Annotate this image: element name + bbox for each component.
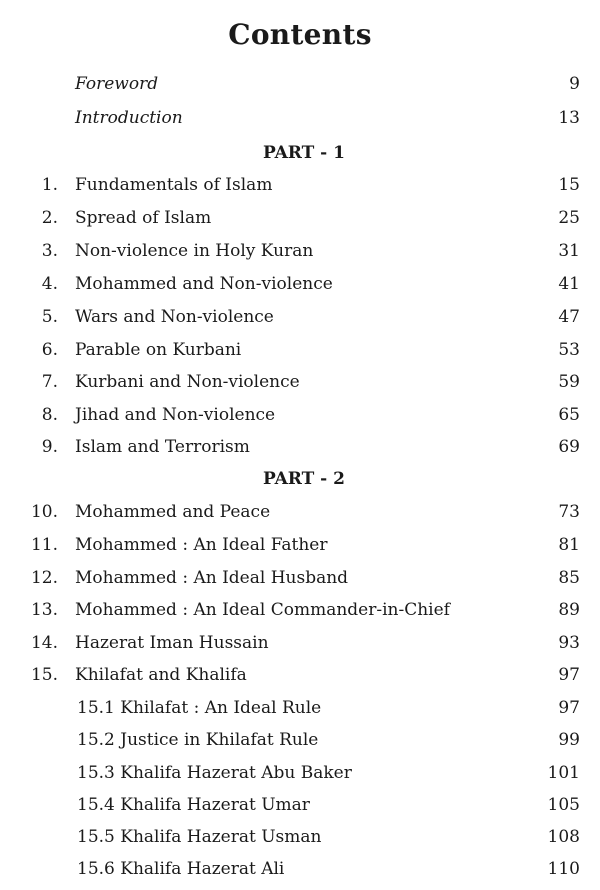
toc-entry-label: Mohammed : An Ideal Father xyxy=(75,535,328,555)
part-1-heading: PART - 1 xyxy=(263,143,345,163)
toc-subentry-label: 15.5 Khalifa Hazerat Usman xyxy=(77,827,322,847)
toc-entry-label: Wars and Non-violence xyxy=(75,307,274,327)
toc-entry-label: Mohammed and Peace xyxy=(75,502,271,522)
toc-entry-label: Mohammed : An Ideal Commander-in-Chief xyxy=(75,600,450,620)
toc-entry-introduction xyxy=(0,104,600,132)
toc-entry-label: Kurbani and Non-violence xyxy=(75,372,300,392)
toc-entry-foreword xyxy=(0,70,600,98)
toc-entry-number: 13. xyxy=(30,600,58,620)
toc-entry-label: Mohammed and Non-violence xyxy=(75,274,333,294)
toc-subentry-page: 105 xyxy=(547,795,580,815)
toc-subentry-page: 97 xyxy=(558,698,580,718)
toc-entry-page: 69 xyxy=(558,437,580,457)
toc-entry-label: Introduction xyxy=(75,108,183,128)
toc-entry xyxy=(0,270,600,298)
toc-entry-page: 93 xyxy=(558,633,580,653)
toc-entry xyxy=(0,401,600,429)
toc-subentry-page: 110 xyxy=(547,859,580,879)
toc-entry-number: 14. xyxy=(30,633,58,653)
toc-entry xyxy=(0,303,600,331)
toc-subentry-label: 15.1 Khilafat : An Ideal Rule xyxy=(77,698,322,718)
toc-entry-page: 13 xyxy=(558,108,580,128)
toc-subentry-label: 15.3 Khalifa Hazerat Abu Baker xyxy=(77,763,352,783)
toc-entry-number: 4. xyxy=(41,274,58,294)
toc-entry xyxy=(0,596,600,624)
toc-entry-number: 6. xyxy=(41,340,58,360)
toc-entry-page: 59 xyxy=(558,372,580,392)
toc-entry-number: 15. xyxy=(30,665,58,685)
toc-entry xyxy=(0,629,600,657)
toc-entry-label: Islam and Terrorism xyxy=(75,437,250,457)
toc-subentry xyxy=(0,855,600,883)
toc-entry xyxy=(0,368,600,396)
toc-subentry xyxy=(0,791,600,819)
toc-subentry-label: 15.2 Justice in Khilafat Rule xyxy=(77,730,319,750)
toc-entry-label: Spread of Islam xyxy=(75,208,212,228)
toc-subentry-label: 15.4 Khalifa Hazerat Umar xyxy=(77,795,310,815)
toc-subentry-page: 108 xyxy=(547,827,580,847)
toc-entry xyxy=(0,564,600,592)
toc-entry-page: 9 xyxy=(569,74,580,94)
toc-entry-number: 8. xyxy=(41,405,58,425)
part-2-heading: PART - 2 xyxy=(263,469,345,489)
toc-subentry-page: 101 xyxy=(547,763,580,783)
toc-entry-page: 73 xyxy=(558,502,580,522)
toc-subentry xyxy=(0,759,600,787)
toc-entry xyxy=(0,204,600,232)
toc-entry-label: Hazerat Iman Hussain xyxy=(75,633,269,653)
toc-entry-label: Parable on Kurbani xyxy=(75,340,242,360)
toc-subentry-page: 99 xyxy=(558,730,580,750)
toc-entry-page: 15 xyxy=(558,175,580,195)
toc-entry-label: Mohammed : An Ideal Husband xyxy=(75,568,349,588)
toc-entry-page: 65 xyxy=(558,405,580,425)
toc-entry-number: 2. xyxy=(41,208,58,228)
toc-subentry xyxy=(0,823,600,851)
toc-entry-page: 53 xyxy=(558,340,580,360)
toc-entry-number: 9. xyxy=(41,437,58,457)
toc-subentry xyxy=(0,726,600,754)
toc-entry-number: 3. xyxy=(41,241,58,261)
toc-entry-label: Khilafat and Khalifa xyxy=(75,665,247,685)
toc-entry-label: Foreword xyxy=(75,74,159,94)
toc-entry xyxy=(0,661,600,689)
toc-subentry-label: 15.6 Khalifa Hazerat Ali xyxy=(77,859,285,879)
toc-entry xyxy=(0,171,600,199)
toc-entry-page: 81 xyxy=(558,535,580,555)
toc-entry xyxy=(0,237,600,265)
toc-entry xyxy=(0,498,600,526)
toc-entry-label: Non-violence in Holy Kuran xyxy=(75,241,314,261)
toc-subentry xyxy=(0,694,600,722)
toc-entry-page: 25 xyxy=(558,208,580,228)
toc-entry-number: 1. xyxy=(41,175,58,195)
toc-entry xyxy=(0,336,600,364)
toc-entry-number: 7. xyxy=(41,372,58,392)
toc-entry-page: 89 xyxy=(558,600,580,620)
toc-entry xyxy=(0,433,600,461)
page-title: Contents xyxy=(228,18,372,51)
toc-entry-number: 12. xyxy=(30,568,58,588)
toc-entry-label: Jihad and Non-violence xyxy=(75,405,276,425)
toc-entry-page: 41 xyxy=(558,274,580,294)
toc-entry-page: 85 xyxy=(558,568,580,588)
toc-entry-page: 47 xyxy=(558,307,580,327)
toc-entry-number: 10. xyxy=(30,502,58,522)
toc-entry-number: 5. xyxy=(41,307,58,327)
toc-entry xyxy=(0,531,600,559)
toc-entry-page: 31 xyxy=(558,241,580,261)
toc-entry-page: 97 xyxy=(558,665,580,685)
toc-entry-number: 11. xyxy=(30,535,58,555)
toc-entry-label: Fundamentals of Islam xyxy=(75,175,273,195)
